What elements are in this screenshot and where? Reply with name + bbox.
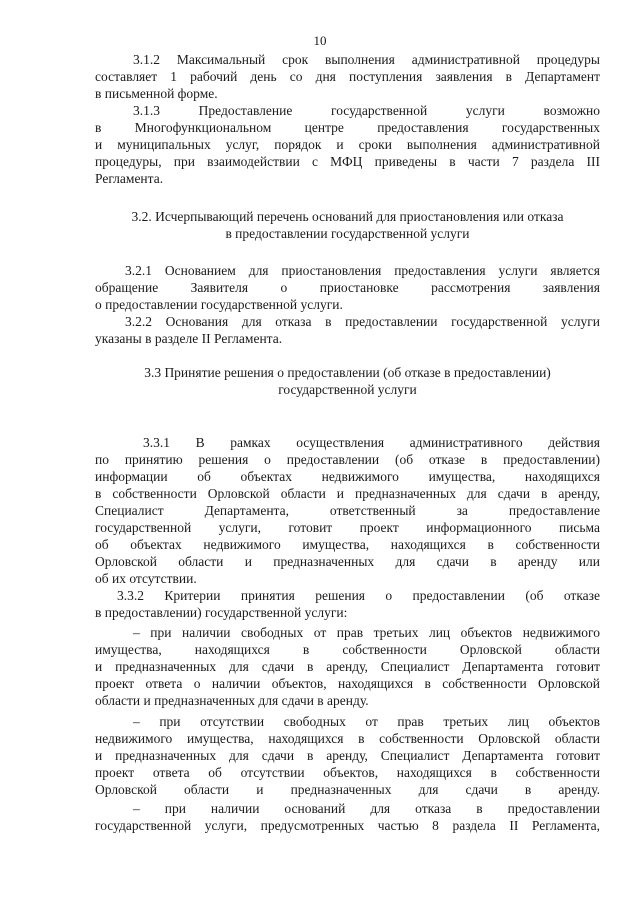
page-number: 10 — [313, 33, 327, 48]
text-line: о предоставлении государственной услуги. — [95, 297, 343, 312]
text-line: области и предназначенных для сдачи в аренду. — [95, 693, 369, 708]
text-line: по принятию решения о предоставлении (об отказе в предоставлении) — [95, 452, 600, 467]
text-line: – при наличии оснований для отказа в предоставлении — [133, 801, 600, 816]
text-line: проект ответа об отсутствии объектов, находящихся в собственности — [95, 765, 600, 780]
text-line: указаны в разделе II Регламента. — [95, 331, 283, 346]
paragraph-3-1-2 — [95, 51, 600, 102]
text-line: информации об объектах недвижимого имущества, находящихся — [95, 469, 600, 484]
text-line: в письменной форме. — [95, 86, 218, 101]
text-line: – при отсутствии свободных от прав третьих лиц объектов — [133, 714, 600, 729]
text-line: в Многофункциональном центре предоставления государственных — [95, 120, 600, 135]
text-line: недвижимого имущества, находящихся в собственности Орловской области — [95, 731, 600, 746]
text-line: Орловской области и предназначенных для сдачи в аренду или — [95, 554, 600, 569]
text-line: 3.1.3 Предоставление государственной услуги возможно — [133, 103, 600, 118]
text-line: и муниципальных услуг, порядок и сроки выполнения административной — [95, 137, 600, 152]
text-line: об их отсутствии. — [95, 571, 197, 586]
text-line: в предоставлении) государственной услуги: — [95, 605, 348, 620]
text-line: и предназначенных для сдачи в аренду, Специалист Департамента готовит — [95, 748, 600, 763]
criteria-item-1 — [95, 624, 600, 709]
text-line: – при наличии свободных от прав третьих лиц объектов недвижимого — [133, 625, 600, 640]
text-line: государственной услуги, предусмотренных частью 8 раздела II Регламента, — [95, 818, 600, 833]
text-line: 3.1.2 Максимальный срок выполнения административной процедуры — [133, 52, 600, 67]
paragraph-3-2-2 — [95, 313, 600, 347]
text-line: 3.3.1 В рамках осуществления административного действия — [143, 435, 600, 450]
text-line: 3.2.2 Основания для отказа в предоставлении государственной услуги — [125, 314, 600, 329]
text-line: Орловской области и предназначенных для сдачи в аренду. — [95, 782, 600, 797]
paragraph-3-1-3 — [95, 102, 600, 187]
heading-line: государственной услуги — [278, 382, 417, 397]
text-line: процедуры, при взаимодействии с МФЦ приведены в части 7 раздела III — [95, 154, 600, 169]
section-heading-3-2 — [95, 208, 600, 242]
text-line: 3.3.2 Критерии принятия решения о предоставлении (об отказе — [117, 588, 600, 603]
text-line: 3.2.1 Основанием для приостановления предоставления услуги является — [125, 263, 600, 278]
section-heading-3-3 — [95, 364, 600, 398]
text-line: об объектах недвижимого имущества, находящихся в собственности — [95, 537, 600, 552]
text-line: Регламента. — [95, 171, 164, 186]
text-line: в собственности Орловской области и предназначенных для сдачи в аренду, — [95, 486, 600, 501]
criteria-item-3 — [95, 800, 600, 834]
heading-line: 3.3 Принятие решения о предоставлении (об отказе в предоставлении) — [144, 365, 551, 380]
paragraph-3-3-1 — [95, 434, 600, 587]
text-line: проект ответа о наличии объектов, находящихся в собственности Орловской — [95, 676, 600, 691]
paragraph-3-3-2 — [95, 587, 600, 621]
text-line: и предназначенных для сдачи в аренду, Специалист Департамента готовит — [95, 659, 600, 674]
text-line: Специалист Департамента, ответственный за предоставление — [95, 503, 600, 518]
heading-line: 3.2. Исчерпывающий перечень оснований для приостановления или отказа — [131, 209, 564, 224]
text-line: составляет 1 рабочий день со дня поступления заявления в Департамент — [95, 69, 600, 84]
paragraph-3-2-1 — [95, 262, 600, 313]
text-line: обращение Заявителя о приостановке рассмотрения заявления — [95, 280, 600, 295]
text-line: имущества, находящихся в собственности Орловской области — [95, 642, 600, 657]
criteria-item-2 — [95, 713, 600, 798]
text-line: государственной услуги, готовит проект информационного письма — [95, 520, 600, 535]
heading-line: в предоставлении государственной услуги — [225, 226, 470, 241]
